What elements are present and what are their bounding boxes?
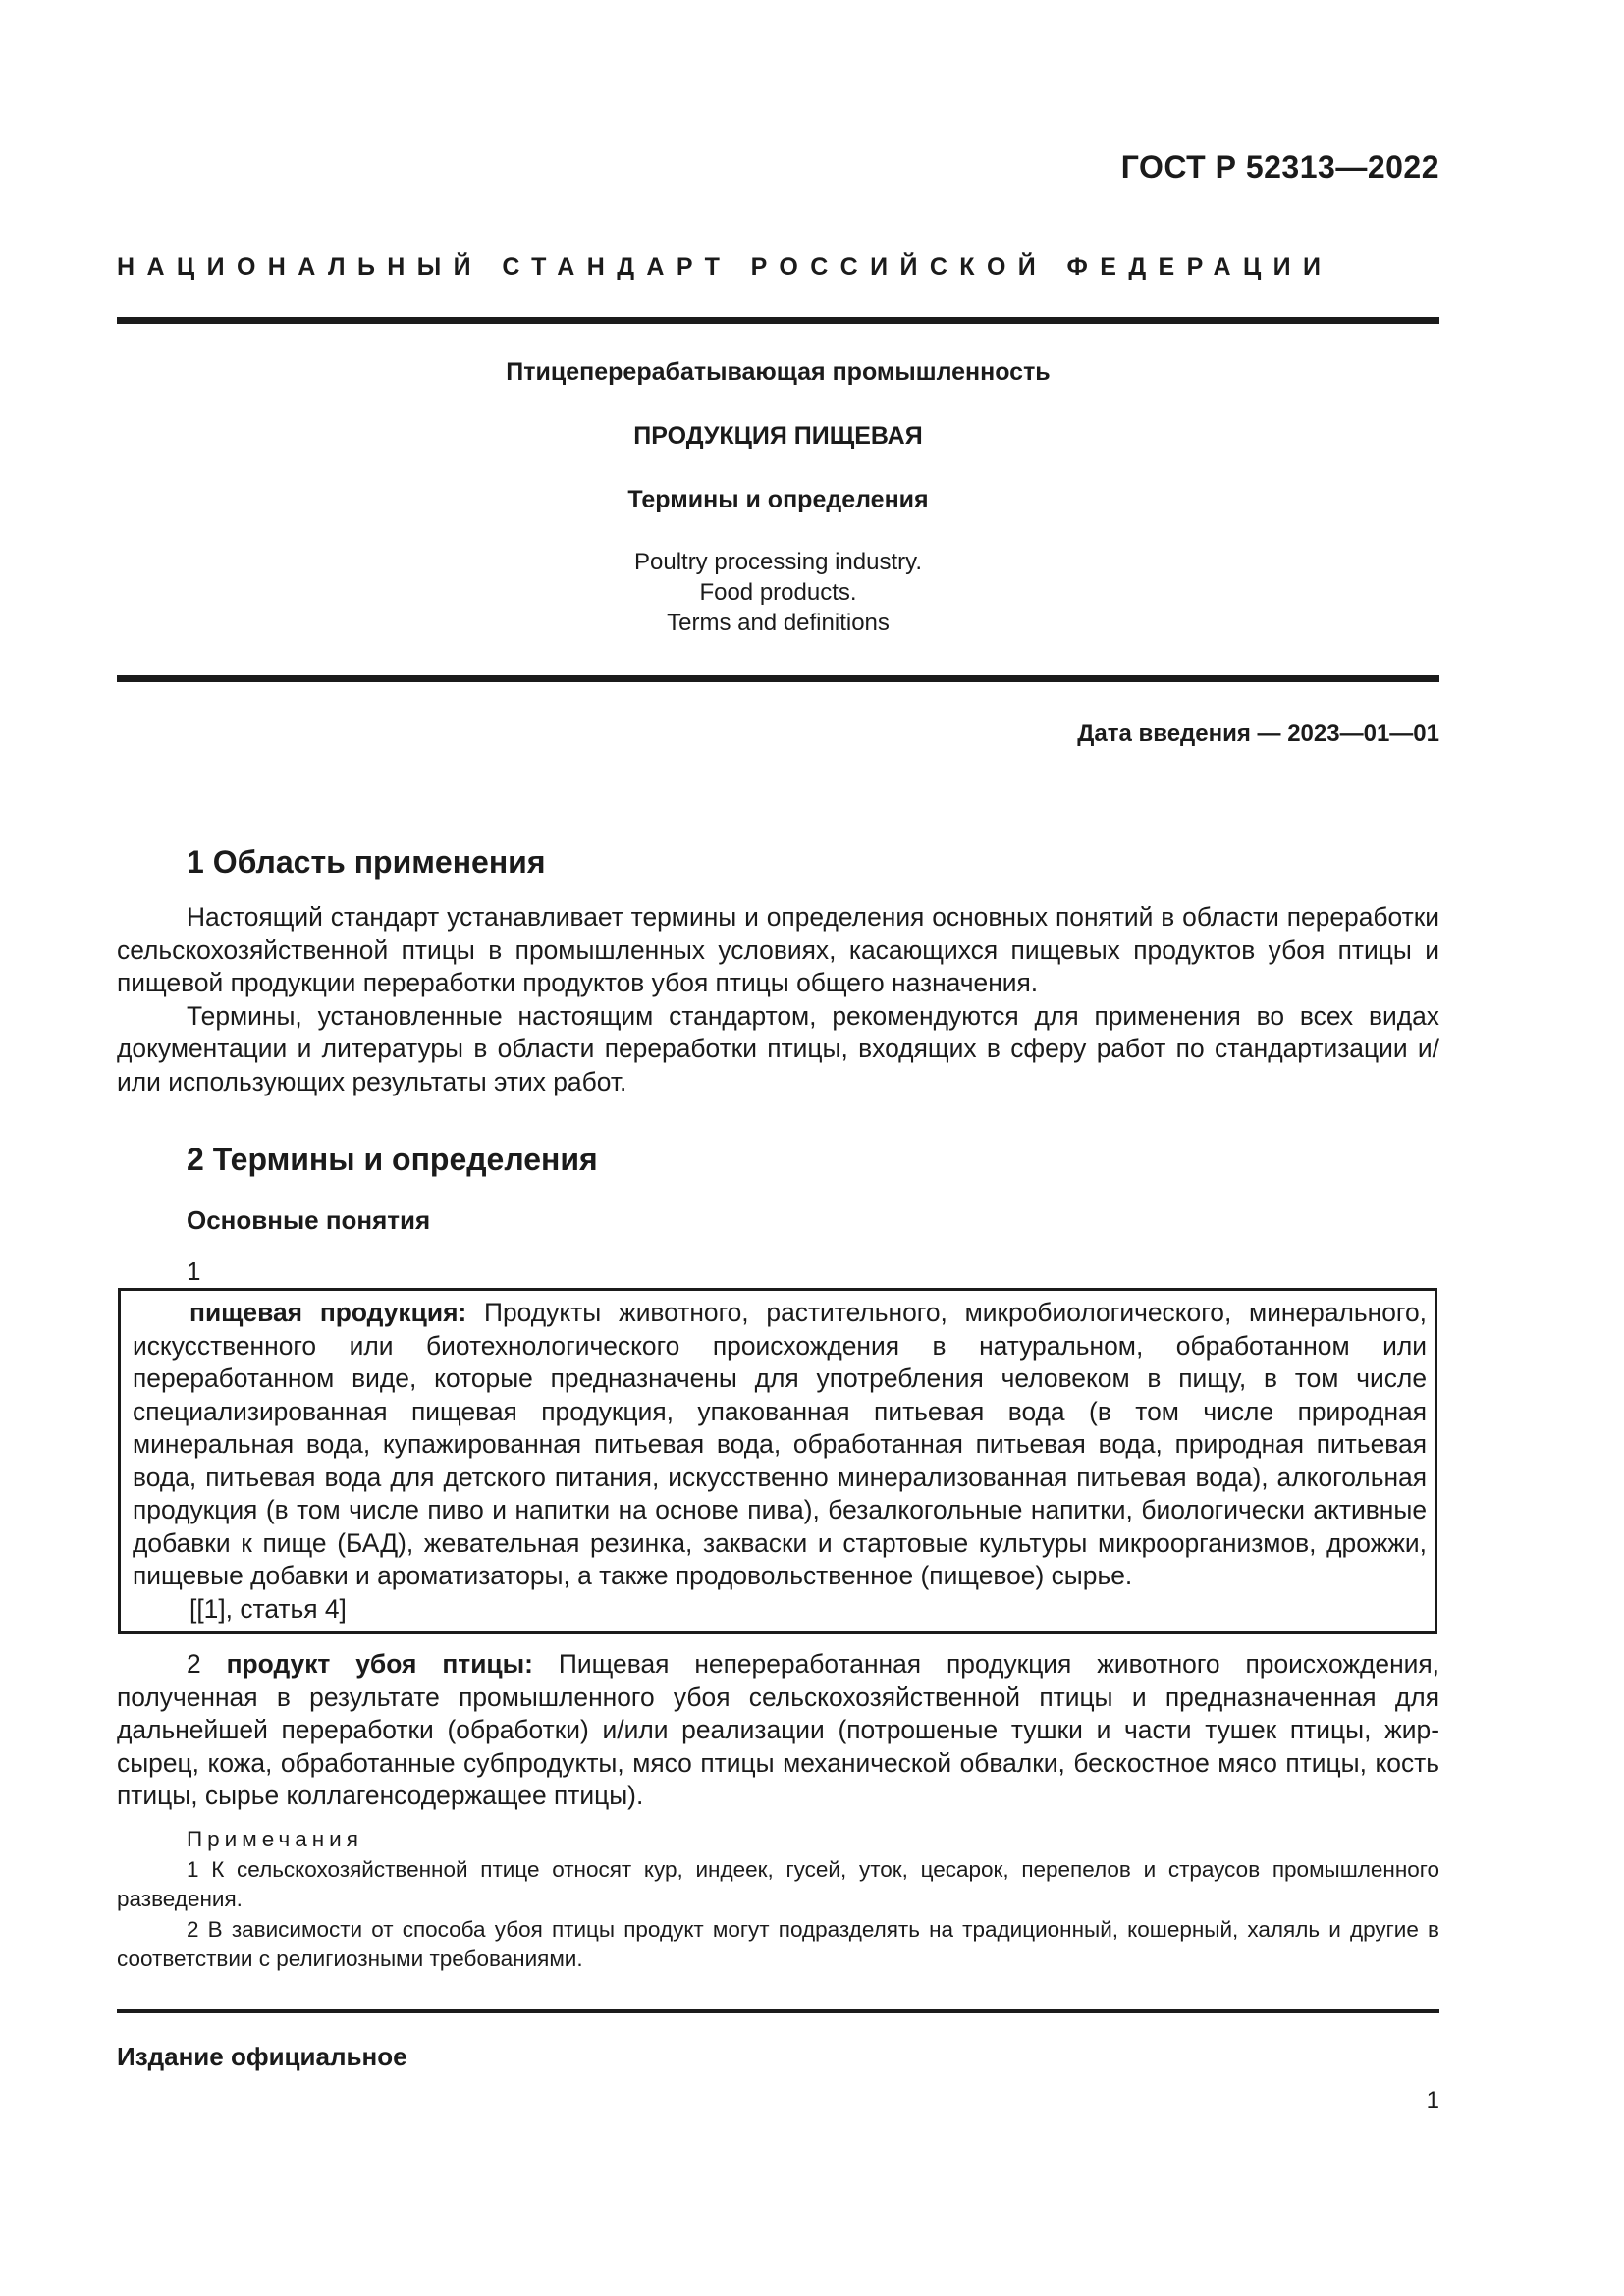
definition-text: Пищевая непереработанная продукция животного происхождения, полученная в результате промышленного убоя сельскохозяйственной птицы и предназначенная для дальнейшей переработки (обработки) и/или реализации (потрошеные тушки и части тушек птицы, жир-сырец, кожа, обработанные субпродукты, мясо птицы механической обвалки, бескостное мясо птицы, кость птицы, сырье коллагенсодержащее птицы). bbox=[117, 1649, 1440, 1810]
section-1-text bbox=[117, 901, 1439, 1098]
top-rule bbox=[117, 317, 1439, 324]
section-2-heading: 2 Термины и определения bbox=[187, 1142, 598, 1177]
term-name: продукт убоя птицы: bbox=[226, 1649, 533, 1679]
title-bottom-rule bbox=[117, 675, 1439, 682]
term-2 bbox=[117, 1648, 1439, 1813]
gost-code: ГОСТ Р 52313—2022 bbox=[1120, 149, 1439, 185]
definition-text: Продукты животного, растительного, микробиологического, минерального, искусственного или биотехнологического происхождения в натуральном, обработанном или переработанном виде, которые предназначены для употребления человеком в пищу, в том числе специализированная пищевая продукция, упакованная питьевая вода (в том числе природная минеральная вода, купажированная питьевая вода, обработанная питьевая вода, природная питьевая вода, питьевая вода для детского питания, искусственно минерализованная питьевая вода), алкогольная продукция (в том числе пиво и напитки на основе пива), безалкогольные напитки, биологически активные добавки к пище (БАД), жевательная резинка, закваски и стартовые культуры микроорганизмов, дрожжи, пищевые добавки и ароматизаторы, а также продовольственное (пищевое) сырье. bbox=[133, 1298, 1427, 1590]
notes-block bbox=[117, 1825, 1439, 1975]
note: 2 В зависимости от способа убоя птицы продукт могут подразделять на традиционный, кошерный, халяль и другие в соответствии с религиозными требованиями. bbox=[117, 1916, 1439, 1971]
notes-label: Примечания bbox=[187, 1827, 363, 1851]
english-title-line: Food products. bbox=[699, 579, 857, 606]
source-reference: [[1], статья 4] bbox=[189, 1593, 347, 1624]
subject-title: Термины и определения bbox=[627, 486, 929, 513]
term-number: 1 bbox=[187, 1256, 201, 1286]
term-definition bbox=[117, 1648, 1439, 1813]
english-title-line: Terms and definitions bbox=[667, 610, 890, 636]
section-1-heading: 1 Область применения bbox=[187, 844, 546, 880]
term-definition-box bbox=[118, 1288, 1437, 1634]
english-title-line: Poultry processing industry. bbox=[633, 549, 922, 575]
effective-date: Дата введения — 2023—01—01 bbox=[1077, 721, 1439, 747]
term-definition bbox=[133, 1297, 1427, 1593]
official-edition-label: Издание официальное bbox=[117, 2042, 407, 2071]
page-number: 1 bbox=[1426, 2087, 1439, 2113]
term-name: пищевая продукция: bbox=[189, 1298, 467, 1327]
english-title bbox=[117, 547, 1439, 638]
paragraph: Термины, установленные настоящим стандартом, рекомендуются для применения во всех видах документации и литературы в области переработки птицы, входящих в сферу работ по стандартизации и/или использующих результаты этих работ. bbox=[117, 1000, 1439, 1096]
paragraph: Настоящий стандарт устанавливает термины и определения основных понятий в области переработки сельскохозяйственной птицы в промышленных условиях, касающихся пищевых продуктов убоя птицы и пищевой продукции переработки продуктов убоя птицы общего назначения. bbox=[117, 902, 1439, 997]
product-title: ПРОДУКЦИЯ ПИЩЕВАЯ bbox=[633, 422, 923, 450]
note: 1 К сельскохозяйственной птице относят кур, индеек, гусей, уток, цесарок, перепелов и страусов промышленного разведения. bbox=[117, 1856, 1439, 1911]
industry-title: Птицеперерабатывающая промышленность bbox=[506, 358, 1051, 386]
footer-rule bbox=[117, 2009, 1439, 2013]
term-number: 2 bbox=[187, 1649, 227, 1679]
subsection-heading: Основные понятия bbox=[187, 1205, 431, 1235]
national-standard-title: НАЦИОНАЛЬНЫЙ СТАНДАРТ РОССИЙСКОЙ ФЕДЕРАЦИИ bbox=[117, 253, 1333, 281]
